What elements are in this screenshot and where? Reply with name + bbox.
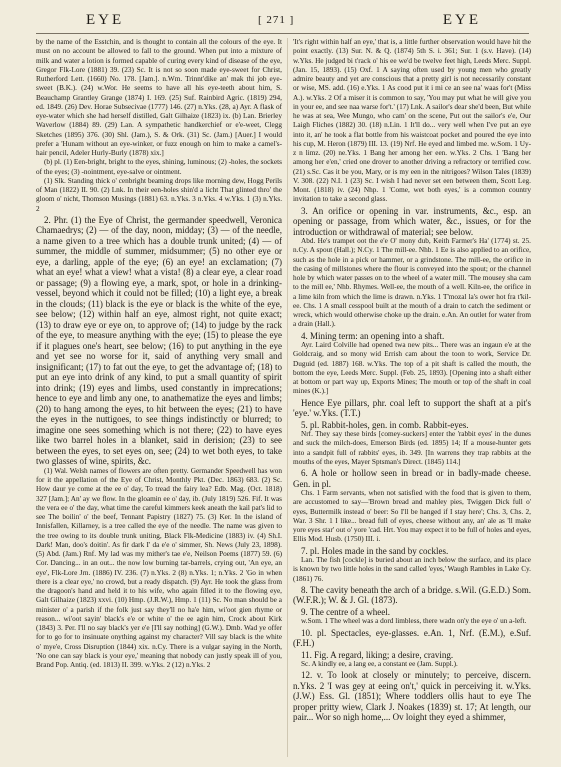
paragraph: 3. An orifice or opening in var. instruments, &c., esp. an opening or passage, from which water, &c., issues, or for the introduction or withdrawal of material; see below. bbox=[293, 205, 531, 237]
paragraph: w.Som. 1 The wheel was a dord limbless, there wadn on'y the eye o' un a-left. bbox=[301, 617, 527, 626]
paragraph: 10. pl. Spectacles, eye-glasses. e.An. 1, Nrf. (E.M.), e.Suf. (F.H.) bbox=[293, 627, 531, 648]
paragraph: 9. The centre of a wheel. bbox=[301, 606, 391, 617]
paragraph: Ayr. Laird Colville had opened twa new pits... There was an ingaun e'e at the Goldcraig, and so mony wid Errish cam about the toon to work, Service Dr. Duguid (ed. 1887) 168. w.Yks. The top of a pit shaft is called the mouth, the bottom the eye, Leeds Merc. Suppl. (Feb. 25, 1893). [Opening into a shaft either at bottom or part way up, Exports Mines; The mouth or top of the shaft in coal mines (K.).] bbox=[293, 341, 531, 396]
paragraph: Chs. 1 Farm servants, when not satisfied with the food that is given to them, are accustomed to say—'Brown bread and mahley pies, Twiggen Dick full o' eyes, Buttermilk instead o' beer: So I'll be hanged if I stay here'; Chs. 3, Chs. 2, War. 3 Shr. 1 I like... bread full of eyes, cheese without any, an' ale as 'll make yore eyes star' out o' yore 'cad. Hrt. You may expect it to be full of holes and eyes, Ellis Mod. Husb. (1750) III. i. bbox=[293, 489, 531, 544]
paragraph: 5. pl. Rabbit-holes, gen. in comb. Rabbit-eyes. bbox=[301, 419, 469, 430]
paragraph: 12. v. To look at closely or minutely; to perceive, discern. n.Yks. 2 'I was gey at eeing on't,' quick in perceiving it. w.Yks. (J.W.) Ess. Gl. (1851); Where toddlers ollis haut to eye The proper pritty wiew, Clark J. Noakes (1839) st. 17; At length, our pair... Wor so nigh home,... Ov loight they eyed a shimmer, bbox=[293, 670, 531, 723]
paragraph: 2. Phr. (1) the Eye of Christ, the germander speedwell, Veronica Chamaedrys; (2) — of the day, noon, midday; (3) — of the needle, a name given to a tree which has a double trunk united; (4) — of summer, the middle of summer, midsummer; (5) no other eye or eye, a darling, apple of the eye; (6) an eye! an exclamation; (7) what an eye! what a view! what a vista! (8) a clear eye, a clear road or passage; (9) a flowing eye, a mark, spot, or hole in a drinking-vessel, beyond which it could not be filled; (10) a light eye, a break in the clouds; (11) black is the eye or black is the white of the eye, see below; (12) within half an eye, almost right, not quite exact; (13) to draw eye or eye on, to approve of; (14) to judge by the rack of the eye, to measure anything with the eye; (15) to please the eye if it plagues one's heart, see below; (16) to put anything in the eye and yet see no worse for it, said of anything very small and insignificant; (17) to fat out the eye, to get the advantage of; (18) to put an eye into drink of any kind, to put a small quantity of spirit into drink; (19) eyes and limbs, used constantly in imprecations; hence to eye and limb any one, to anathematize the eyes and limbs; (20) to hang among the eyes, to hit between the eyes; (21) to have the eyes in the nuttigoes, to see things indistinctly or blurred; to imagine one sees something which is not there; (22) to have eyes like two barrel holes in a blanket, said in derision; (23) to see between the eyes, to set eyes on, see; (24) to wet both eyes, to take two glasses of wine, spirits, &c. bbox=[36, 214, 282, 467]
header-left-word: EYE bbox=[86, 12, 125, 28]
paragraph: (b) pl. (1) Een-bright, bright to the eyes, shining, luminous; (2) -holes, the sockets of the eyes; (3) -nointment, eye-salve or ointment. bbox=[36, 158, 282, 176]
right-column bbox=[293, 38, 531, 759]
paragraph: by the name of the Esstchin, and is thought to contain all the colours of the eye. It must on no account be allowed to fall to the ground. When put into a mixture of milk and water a lotion is formed capable of curing every kind of disease of the eye, Gregor Flk-Lore (1881) 39. (23) Sc. It is not so soon made eye-sweet for Christ, Rutherford Lett. (1660) No. 178. [Jam.]. n.Wm. Trinnt'dike an' mak thi job eye-sweet (B.K.). (24) w.Wor. He seems to have all his eye-teeth about him, S. Beauchamp Grantley Grange (1874) I. 169. (25) Suf. Rainbird Agric. (1819) 294, ed. 1849. (26) Dev. Horae Subsecivae (1777) 146. (27) n.Yks. (28, a) Ayr. A flask of eye-water which she had herself distilled, Galt Gilhaize (1823) ix. (b) Lan. Brierley Waverlow (1884) 89. (29) Lan. A sympathetic handkerchief or e'e-weet, Clegg Sketches (1895) 376. (30) Shl. (Jam.), S. & Ork. (31) Sc. (Jam.) [Auer.] I would prefer a 'Hunam without an eye-winker, or fuzz enough on him to make a camel's-hair pencil, Adeler Hurly-Burly (1878) xix.] bbox=[36, 38, 282, 157]
column-gutter bbox=[287, 38, 288, 757]
paragraph: 11. Fig. A regard, liking; a desire, craving. bbox=[301, 649, 454, 660]
header-rule bbox=[36, 33, 529, 34]
paragraph: 6. A hole or hollow seen in bread or in badly-made cheese. Gen. in pl. bbox=[293, 468, 531, 489]
paragraph: 4. Mining term: an opening into a shaft. bbox=[301, 330, 445, 341]
running-header bbox=[36, 10, 529, 32]
paragraph: 8. The cavity beneath the arch of a bridge. s.Wil. (G.E.D.) Som. (W.F.R.); W. & J. Gl. (1873). bbox=[293, 584, 531, 606]
header-right-word: EYE bbox=[442, 12, 481, 28]
paragraph: Lan. The fish [cockle] is buried about an inch below the surface, and its place is known by two little holes in the sand called 'eyes,' Waugh Rambles in Lake Cy. (1861) 76. bbox=[293, 556, 531, 583]
paragraph: Sc. A kindly ee, a lang ee, a constant ee (Jam. Suppl.). bbox=[301, 660, 458, 668]
paragraph: (1) Slk. Standing thick o' cenbright beaming drops like morning dew, Hogg Perils of Man (1822) II. 90. (2) Lnk. In their een-holes shin'd a licht That glinted thro' the gloom o' nicht, Thomson Musings (1881) 63. n.Yks. 3 n.Yks. 4 w.Yks. 1 (3) n.Yks. 2 bbox=[36, 176, 282, 213]
paragraph: Hence Eye pillars, phr. coal left to support the shaft at a pit's 'eye.' w.Yks. (T.T.) bbox=[293, 397, 531, 418]
paragraph: 'It's right within half an eye,' that is, a little further observation would have hit the point exactly. (13) Sur. N. & Q. (1874) 5th S. i. 361; Sur. 1 (s.v. Have). (14) w.Yks. He judged bi t'rack o' his ee we'd be twelve feet high, Leeds Merc. Suppl. (Jan. 15, 1893). (15) Oxf. 1 A saying often used by young men who greatly admire beauty and yet are conscious that a pretty girl is not necessarily constant or wise, MS. add. (16) e.Yks. 1 As cood put it i mi ce an see na' waas for't (Miss A.). w.Yks. 2 Of a miser it is common to say, 'You may put what he will give you in your ee, and see naa warse for't.' (17) Lnk. A sailor's dear she'd been, But while he was at sea, Wee Mungo, who cam' on the scene, Put out the sailor's e'e, Our Laigh Fliches (1882) 30. (18) n.Lin. 1 It'll do... very well when I've put an eye into it, an' he took a flat bottle from his waistcoat pocket and poured the eye into his cup, M. Heron (1879) III. 13. (19) Nrf. He eyed and limbed me. w.Som. 1 Uy-z n limz. (20) ne.Yks. 1 Bang her among her een. w.Yks. 2 Chs. 1 'Bang her among her e'en,' cried one drover to another driving a refractory or terrified cow. (21) s.Sc. Cas it be you, Mary, or is my een in the nitrigoes? Wilson Tales (1839) V. 308. (22) N.I. 1 (23) Sc. I wish I had never set een between them, Scott Leg. Mont. (1818) iv. (24) Nhp. 1 'Come, wet both eyes,' is a common country invitation to take a second glass. bbox=[293, 38, 531, 204]
paragraph: Abd. He's trampet oot the e'e O' mony dub, Keith Farmer's Ha' (1774) st. 25. n.Cy. A spout (Hall.); N.Cy. 1 The mill-ee. Nhb. 1 Ee is also applied to an orifice, such as the hole in a pick or hammer, or a grindstone. The mill-ee, the orifice in the casing of millstones where the flour is conveyed into the spout; or the channel hole by which water passes on to the wheel of a water mill. 'The mousey sha cam to the mill ee,' Nhb. Rhymes. Well-ee, the mouth of a well. Kiln-ee, the orifice in a lime kiln from which the lime is drawn. n.Yks. 1 T'mozal la's ower hot fra t'kil-ee. Chs. 1 A small cesspool built at the mouth of a drain to catch the sediment or wreck, which would otherwise choke up the drain. e.An. An outlet for water from a drain (Hall.). bbox=[293, 237, 531, 329]
paragraph: (1) Wal. Welsh names of flowers are often pretty. Germander Speedwell has won for it the appellation of the Eye of Christ, Monthly Pkt. (Dec. 1863) 683. (2) Sc. How daur ye come at the ee o' day, To tread the fairy lea? Edb. Mag. (Oct. 1818) 327 [Jam.]; An' ay we flow. In the gloamin ee o' day, ib. (July 1819) 526. Fif. It was the vera ee o' the day, what time the careful kimmers keek aneath the kail pat's lid to see The boilin' o' the beef, Tennant Papistry (1827) 75. (3) Ker. In the island of Innisfallen, Killarney, is a tree called the eye of the needle. The name was given to the tree owing to its double trunk uniting, Black Flk-Medicine (1883) iv. (4) Sh.I. Dark! Man, doo's doitin'. As fir dark I' da e'e o' simmer, Sh. News (July 23, 1898). (5) Abd. (Jam.) Rnf. My lad was my mither's tae e'e, Neilson Poems (1877) 59. (6) Cor. Dancing... in an out... the now low burning tar-barrels, crying out, 'An eye, an eye', Flk-Lore Jrn. (1886) IV. 236. (7) n.Yks. 2 (8) n.Yks. 1; n.Yks. 2 'Go in when there is a clear eye,' no crowd, but a ready dispatch. (9) Ayr. He took the glass from the dragoon's hand and held it to his wife, who again filled it to the flowing eye, Galt Gilhaize (1823) xxvi. (10) Hmp. (J.R.W.), Hmp. 1 (11) Sc. No man should be a minister o' a parish if the folk just say they'll no ha'e him, wi'oot gien rhyme or reason... wi'oot sayin' black's e'e or white o' the ee agin him, Crock about Kirk (1843) 3. Per. I'll no say black's yer e'e [I'll say nothing] (G.W.). Dmb. Wad ye offer for to go for to insinuate onything against my character? Vill say black is the white o' mye'e, Cross Disruption (1844) xix. n.Cy. There is a vulgar saying in the North, 'No one can say black is your eye,' meaning that nobody can justly speak ill of you, Brand Pop. Antiq. (ed. 1813) II. 399. w.Yks. 2 (12) n.Yks. 2 bbox=[36, 466, 282, 669]
left-column bbox=[36, 38, 282, 759]
paragraph: Nrf. They say these birds [comey-suckers] enter the 'rabbit eyes' in the dunes and suck the milch-does, Emerson Birds (ed. 1895) 14; If a mouse-hunter gets into a sandpit full of rabbits' eyes, ib. 349. [In warrens they trap rabbits at the mouths of the eyes, Mayer Sptsman's Direct. (1845) 114.] bbox=[293, 430, 531, 466]
paragraph: 7. pl. Holes made in the sand by cockles. bbox=[301, 545, 449, 556]
page-number: [ 271 ] bbox=[258, 14, 295, 26]
